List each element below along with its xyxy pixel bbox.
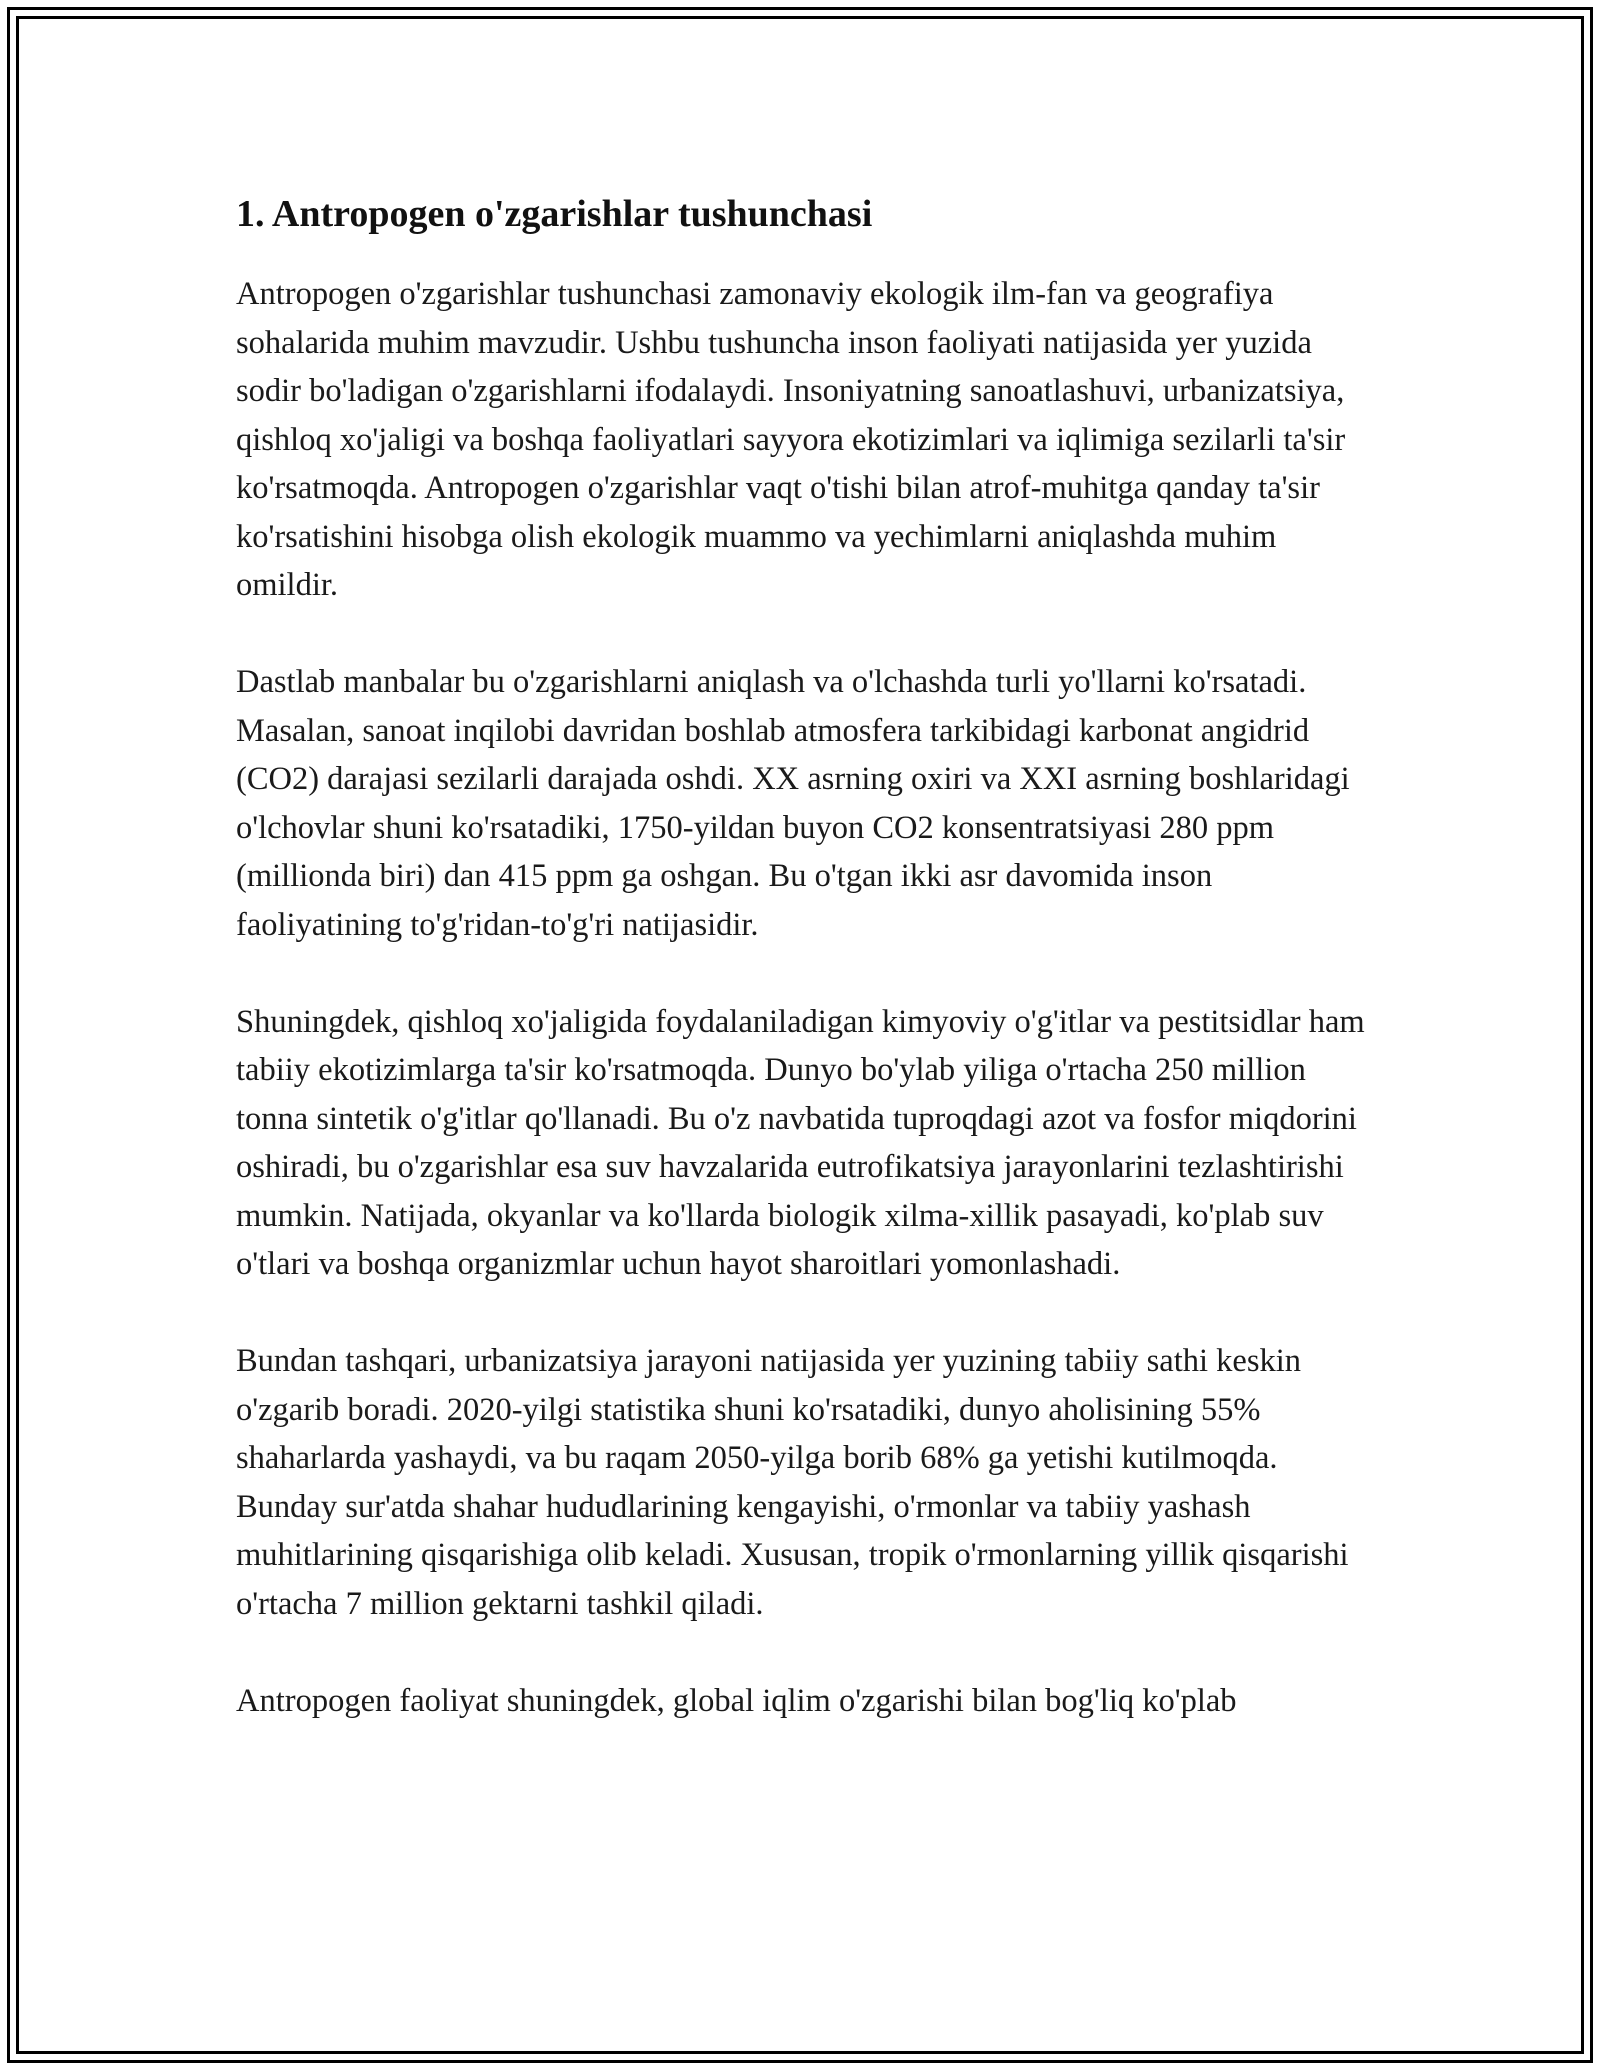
paragraph-urbanization: Bundan tashqari, urbanizatsiya jarayoni natijasida yer yuzining tabiiy sathi keskin o'zgarib boradi. 2020-yilgi statistika shuni ko'rsatadiki, dunyo aholisining 55% shaharlarda yashaydi, va bu raqam 2050-yilga borib 68% ga yetishi kutilmoqda. Bunday sur'atda shahar hududlarining kengayishi, o'rmonlar va tabiiy yashash muhitlarining qisqarishiga olib keladi. Xususan, tropik o'rmonlarning yillik qisqarishi o'rtacha 7 million gektarni tashkil qiladi. [236, 1343, 1349, 1622]
document-body [236, 188, 1376, 1774]
paragraph-co2: Dastlab manbalar bu o'zgarishlarni aniqlash va o'lchashda turli yo'llarni ko'rsatadi. Masalan, sanoat inqilobi davridan boshlab atmosfera tarkibidagi karbonat angidrid (CO2) darajasi sezilarli darajada oshdi. XX asrning oxiri va XXI asrning boshlaridagi o'lchovlar shuni ko'rsatadiki, 1750-yildan buyon CO2 konsentratsiyasi 280 ppm (millionda biri) dan 415 ppm ga oshgan. Bu o'tgan ikki asr davomida inson faoliyatining to'g'ridan-to'g'ri natijasidir. [236, 664, 1350, 943]
paragraph-agriculture: Shuningdek, qishloq xo'jaligida foydalaniladigan kimyoviy o'g'itlar va pestitsidlar ham tabiiy ekotizimlarga ta'sir ko'rsatmoqda. Dunyo bo'ylab yiliga o'rtacha 250 million tonna sintetik o'g'itlar qo'llanadi. Bu o'z navbatida tuproqdagi azot va fosfor miqdorini oshiradi, bu o'zgarishlar esa suv havzalarida eutrofikatsiya jarayonlarini tezlashtirishi mumkin. Natijada, okyanlar va ko'llarda biologik xilma-xillik pasayadi, ko'plab suv o'tlari va boshqa organizmlar uchun hayot sharoitlari yomonlashadi. [236, 1003, 1365, 1282]
section-heading: 1. Antropogen o'zgarishlar tushunchasi [236, 193, 873, 235]
paragraph-intro: Antropogen o'zgarishlar tushunchasi zamonaviy ekologik ilm-fan va geografiya sohalarida muhim mavzudir. Ushbu tushuncha inson faoliyati natijasida yer yuzida sodir bo'ladigan o'zgarishlarni ifodalaydi. Insoniyatning sanoatlashuvi, urbanizatsiya, qishloq xo'jaligi va boshqa faoliyatlari sayyora ekotizimlari va iqlimiga sezilarli ta'sir ko'rsatmoqda. Antropogen o'zgarishlar vaqt o'tishi bilan atrof-muhitga qanday ta'sir ko'rsatishini hisobga olish ekologik muammo va yechimlarni aniqlashda muhim omildir. [236, 276, 1346, 603]
paragraph-climate: Antropogen faoliyat shuningdek, global iqlim o'zgarishi bilan bog'liq ko'plab [236, 1682, 1237, 1719]
